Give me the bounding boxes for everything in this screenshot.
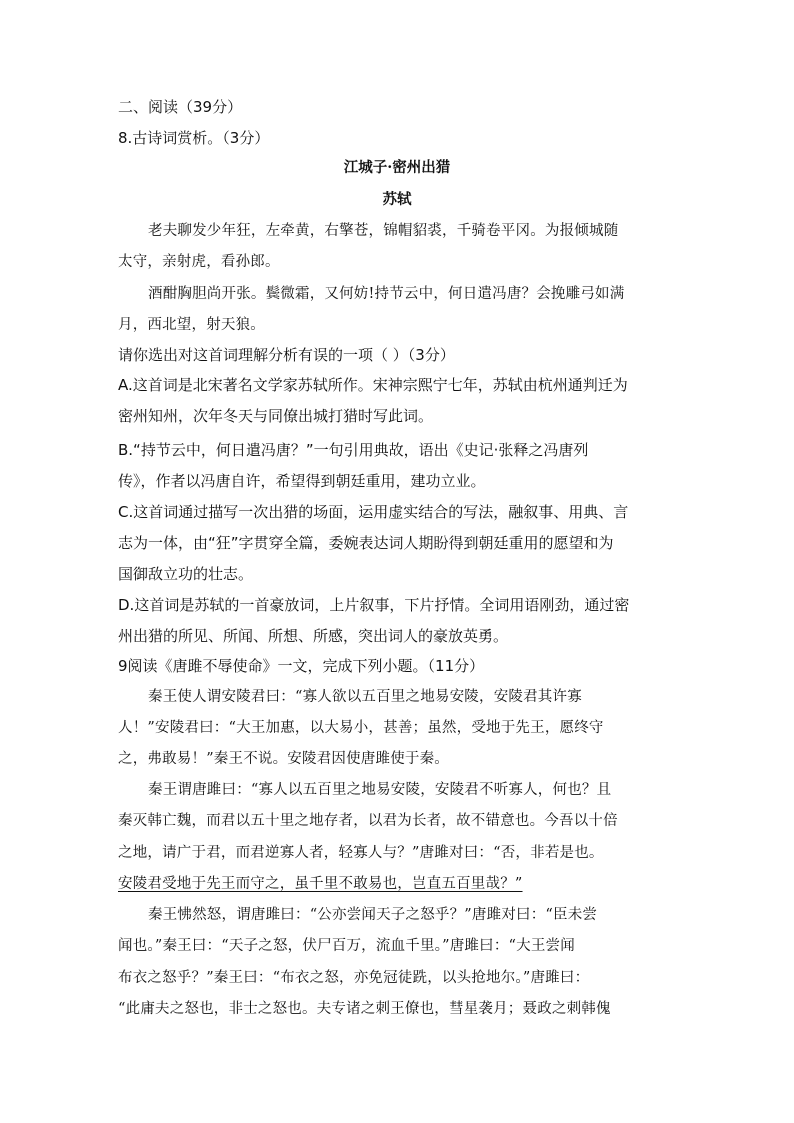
option-c-continued: 志为一体，由“狂”字贯穿全篇，委婉表达词人期盼得到朝廷重用的愿望和为 <box>118 534 614 552</box>
passage-underlined-line: 安陵君受地于先王而守之，虽千里不敢易也，岂直五百里哉？” <box>118 876 523 892</box>
passage-line: 秦灭韩亡魏，而君以五十里之地存者，以君为长者，故不错意也。今吾以十倍 <box>118 813 618 829</box>
poem-line: 太守，亲射虎，看孙郎。 <box>118 254 280 270</box>
option-a: A.这首词是北宋著名文学家苏轼所作。宋神宗熙宁七年，苏轼由杭州通判迁为 <box>118 376 628 394</box>
passage-line: 秦王谓唐雎曰：“寡人以五百里之地易安陵，安陵君不听寡人，何也？且 <box>148 782 612 798</box>
option-d-continued: 州出猎的所见、所闻、所想、所感，突出词人的豪放英勇。 <box>118 627 509 645</box>
passage-line: 之地，请广于君，而君逆寡人者，轻寡人与？”唐雎对曰：“否，非若是也。 <box>118 845 604 861</box>
poem-title: 江城子·密州出猎 <box>343 159 451 176</box>
option-c: C.这首词通过描写一次出猎的场面，运用虚实结合的写法，融叙事、用典、言 <box>118 503 629 521</box>
question-9-title: 9阅读《唐雎不辱使命》一文，完成下列小题。（11分） <box>118 657 485 675</box>
passage-line: 闻也。”秦王曰：“天子之怒，伏尸百万，流血千里。”唐雎曰：“大王尝闻 <box>118 938 575 954</box>
option-c-continued: 国御敌立功的壮志。 <box>118 565 254 583</box>
poem-author: 苏轼 <box>382 191 412 208</box>
passage-line: 秦王使人谓安陵君曰：“寡人欲以五百里之地易安陵，安陵君其许寡 <box>148 689 582 705</box>
option-b-continued: 传》，作者以冯唐自许，希望得到朝廷重用，建功立业。 <box>118 472 486 490</box>
passage-line: 人！”安陵君曰：“大王加惠，以大易小，甚善；虽然，受地于先王，愿终守 <box>118 720 604 736</box>
option-d: D.这首词是苏轼的一首豪放词，上片叙事，下片抒情。全词用语刚劲，通过密 <box>118 596 630 614</box>
option-a-continued: 密州知州，次年冬天与同僚出城打猎时写此词。 <box>118 407 434 425</box>
passage-line: 之，弗敢易！”秦王不说。安陵君因使唐雎使于秦。 <box>118 751 450 767</box>
poem-line: 老夫聊发少年狂，左牵黄，右擎苍，锦帽貂裘，千骑卷平冈。为报倾城随 <box>148 223 619 239</box>
passage-line: “此庸夫之怒也，非士之怒也。夫专诸之刺王僚也，彗星袭月；聂政之刺韩傀 <box>118 1001 611 1017</box>
passage-line: 布衣之怒乎？”秦王曰：“布衣之怒，亦免冠徒跣，以头抢地尔。”唐雎曰： <box>118 970 590 986</box>
option-b: B.“持节云中，何日遣冯唐？”一句引用典故，语出《史记·张释之冯唐列 <box>118 441 589 459</box>
question-8-title: 8.古诗词赏析。（3分） <box>118 129 270 147</box>
question-8-prompt: 请你选出对这首词理解分析有误的一项（ ）（3分） <box>118 346 455 364</box>
poem-line: 月，西北望，射天狼。 <box>118 317 265 333</box>
section-header: 二、阅读（39分） <box>118 98 243 116</box>
passage-line: 秦王怫然怒，谓唐雎曰：“公亦尝闻天子之怒乎？”唐雎对曰：“臣未尝 <box>148 907 598 923</box>
poem-line: 酒酣胸胆尚开张。鬓微霜，又何妨!持节云中，何日遣冯唐？会挽雕弓如满 <box>148 286 625 302</box>
